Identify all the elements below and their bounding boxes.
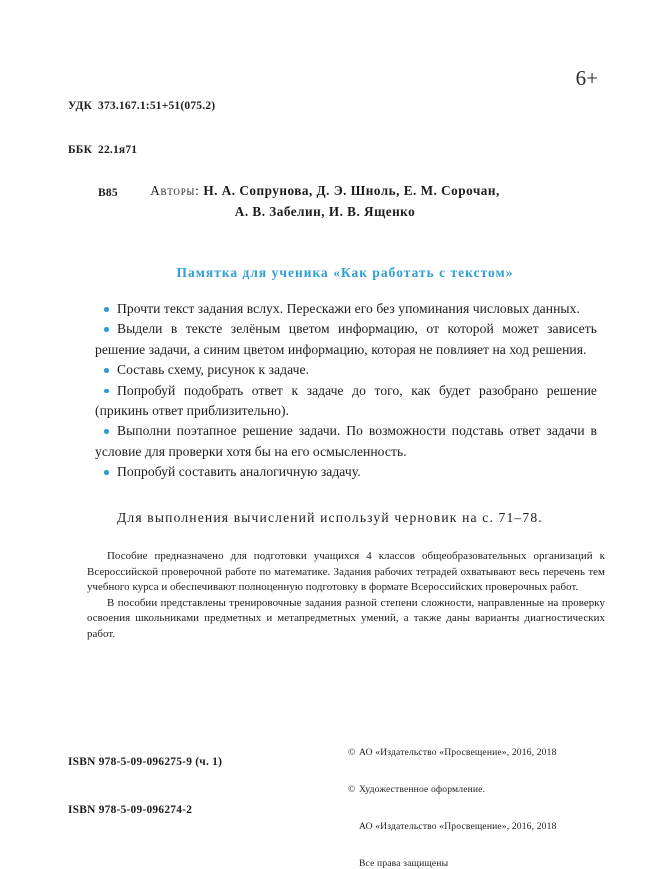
copyright-icon: © — [348, 784, 356, 796]
memo-item-text: Выдели в тексте зелёным цветом информацию, от которой может зависеть решение задачи, а синим цветом информацию, которая не повлияет на ход решения. — [95, 321, 597, 357]
copyright-line-1 — [348, 747, 557, 759]
memo-list-item — [95, 381, 597, 422]
udc-value: 373.167.1:51+51(075.2) — [98, 100, 216, 112]
memo-list — [95, 299, 597, 483]
memo-item-text: Попробуй подобрать ответ к задаче до того, как будет разобрано решение (прикинь ответ приблизительно). — [95, 382, 597, 419]
udc-row — [68, 99, 215, 114]
copyright-line-4 — [348, 858, 557, 869]
annotation-paragraph-2: В пособии представлены тренировочные задания разной степени сложности, направленные на проверку освоения школьниками предметных и метапредметных умений, а также даны варианты диагностических работ. — [87, 596, 605, 640]
memo-list-item — [95, 462, 597, 482]
bullet-icon — [104, 389, 109, 394]
annotation-paragraph-1: Пособие предназначено для подготовки учащихся 4 классов общеобразовательных организаций к Всероссийской проверочной работе по математике. Задания рабочих тетрадей охватывают весь перечень тем учебного курса и обеспечивают полноценную подготовку в формате Всероссийских проверочных работ. — [87, 550, 605, 594]
memo-list-item — [95, 299, 597, 319]
copyright-text-4: Все права защищены — [359, 858, 449, 869]
copyright-line-2 — [348, 784, 557, 796]
bullet-icon — [104, 307, 109, 312]
copyright-block — [348, 722, 557, 869]
authors-label: Авторы: — [150, 183, 200, 198]
copyright-text-1: АО «Издательство «Просвещение», 2016, 2018 — [359, 746, 557, 758]
bbc-label: ББК — [68, 143, 93, 156]
copyright-text-2: Художественное оформление. — [359, 784, 486, 796]
bbc-row — [68, 143, 215, 158]
memo-item-text: Выполни поэтапное решение задачи. По возможности подставь ответ задачи в условие для проверки хотя бы на его осмысленность. — [95, 423, 597, 459]
bullet-icon — [104, 327, 109, 332]
memo-item-text: Составь схему, рисунок к задаче. — [117, 362, 310, 378]
bullet-icon — [104, 470, 109, 475]
shelf-mark-value: В85 — [98, 187, 118, 199]
bbc-value: 22.1я71 — [98, 143, 138, 156]
authors-block — [95, 180, 555, 222]
authors-names-1: Н. А. Сопрунова, Д. Э. Шноль, Е. М. Сорочан, — [203, 183, 500, 198]
copyright-line-3 — [348, 821, 557, 833]
age-rating-badge: 6+ — [575, 66, 598, 90]
authors-line-2: А. В. Забелин, И. В. Ященко — [234, 204, 416, 219]
isbn-full-line: ISBN 978-5-09-096274-2 — [68, 804, 193, 816]
bullet-icon — [104, 368, 109, 373]
memo-list-item — [95, 319, 597, 360]
memo-heading: Памятка для ученика «Как работать с текстом» — [176, 265, 514, 280]
copyright-icon: © — [348, 746, 356, 758]
memo-list-item — [95, 360, 597, 380]
memo-item-text: Попробуй составить аналогичную задачу. — [117, 464, 361, 480]
udc-label: УДК — [68, 100, 93, 112]
memo-item-text: Прочти текст задания вслух. Перескажи его без упоминания числовых данных. — [117, 301, 580, 316]
isbn-part-line: ISBN 978-5-09-096275-9 (ч. 1) — [68, 756, 223, 768]
memo-list-item — [95, 421, 597, 462]
authors-line-1 — [95, 180, 555, 201]
copyright-text-3: АО «Издательство «Просвещение», 2016, 2018 — [359, 821, 557, 833]
draft-pages-note: Для выполнения вычислений используй черновик на с. 71–78. — [117, 510, 543, 525]
bullet-icon — [104, 429, 109, 434]
annotation-block — [87, 549, 605, 643]
isbn-block — [68, 722, 222, 850]
